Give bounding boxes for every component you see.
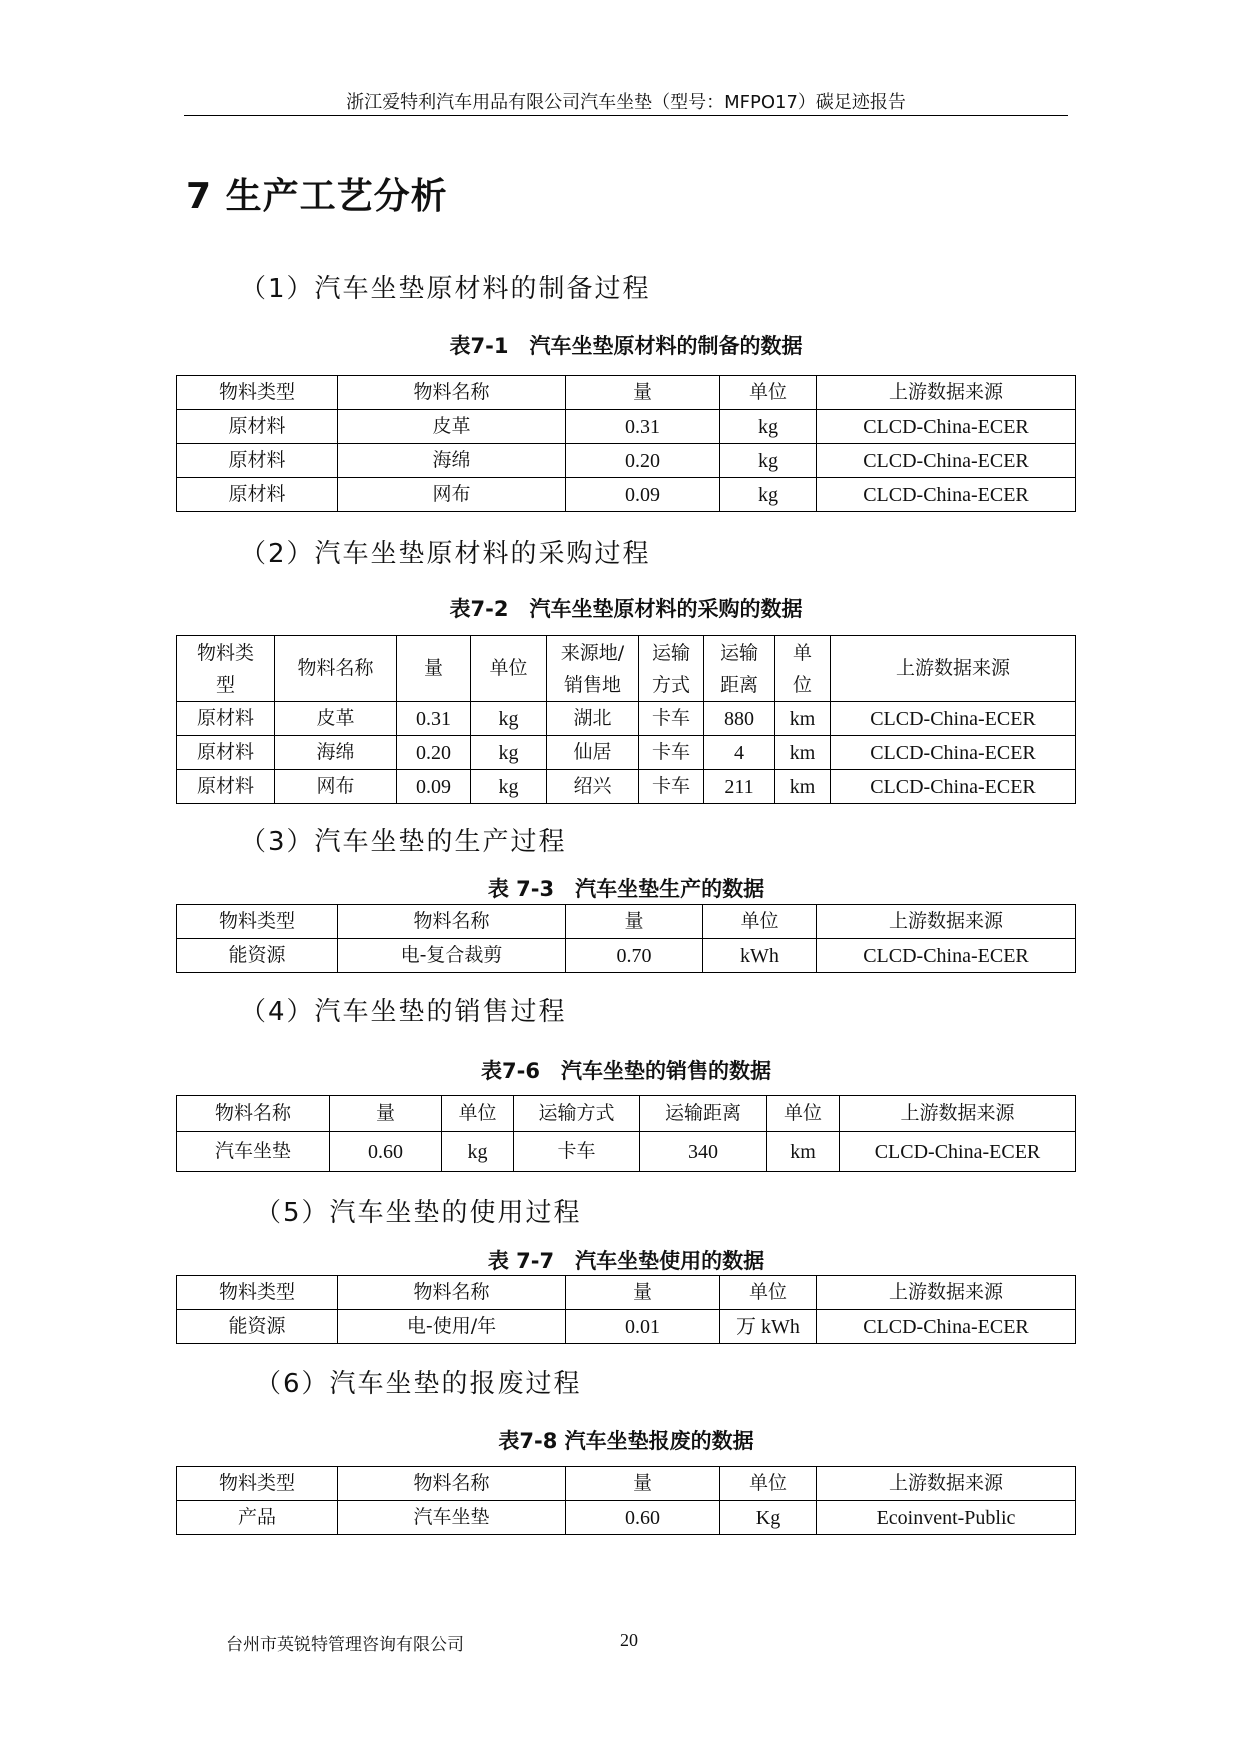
column-header: 单位	[471, 636, 547, 702]
table-cell: km	[775, 770, 831, 804]
table-cell: CLCD-China-ECER	[831, 770, 1076, 804]
column-header: 物料名称	[338, 905, 566, 939]
table-cell: 0.20	[566, 444, 720, 478]
table-caption-7-6: 表7-6 汽车坐垫的销售的数据	[481, 1059, 771, 1083]
column-header: 量	[566, 376, 720, 410]
table-cell: CLCD-China-ECER	[831, 702, 1076, 736]
column-header: 运输 方式	[639, 636, 704, 702]
column-header: 量	[397, 636, 471, 702]
table-7-3	[176, 904, 1076, 973]
table-cell: CLCD-China-ECER	[831, 736, 1076, 770]
table-cell: 0.01	[566, 1310, 720, 1344]
table-cell: 880	[704, 702, 775, 736]
column-header: 运输方式	[514, 1096, 640, 1132]
table-cell: 0.70	[566, 939, 703, 973]
column-header: 量	[566, 1467, 720, 1501]
column-header: 物料名称	[338, 1276, 566, 1310]
table-cell: kg	[720, 410, 817, 444]
section-heading-1: （1）汽车坐垫原材料的制备过程	[240, 274, 651, 304]
table-caption-7-2: 表7-2 汽车坐垫原材料的采购的数据	[449, 597, 803, 621]
table-cell: 汽车坐垫	[177, 1132, 330, 1172]
table-cell: kg	[471, 702, 547, 736]
table-cell: Ecoinvent-Public	[817, 1501, 1076, 1535]
table-cell: 340	[640, 1132, 767, 1172]
column-header: 单位	[703, 905, 817, 939]
table-cell: CLCD-China-ECER	[840, 1132, 1076, 1172]
table-row	[177, 478, 1076, 512]
table-cell: 0.60	[330, 1132, 442, 1172]
table-cell: kg	[471, 770, 547, 804]
table-header-row	[177, 905, 1076, 939]
table-row	[177, 410, 1076, 444]
table-cell: 卡车	[514, 1132, 640, 1172]
column-header: 上游数据来源	[817, 376, 1076, 410]
table-row	[177, 939, 1076, 973]
table-row	[177, 444, 1076, 478]
column-header: 物料名称	[338, 376, 566, 410]
column-header: 物料类型	[177, 905, 338, 939]
section-heading-5: （5）汽车坐垫的使用过程	[255, 1198, 582, 1228]
table-cell: CLCD-China-ECER	[817, 478, 1076, 512]
section-heading-4: （4）汽车坐垫的销售过程	[240, 997, 567, 1027]
column-header: 单位	[767, 1096, 840, 1132]
table-cell: kg	[442, 1132, 514, 1172]
table-cell: 海绵	[275, 736, 397, 770]
table-caption-7-7: 表 7-7 汽车坐垫使用的数据	[487, 1249, 765, 1273]
table-header-row	[177, 376, 1076, 410]
table-cell: 能资源	[177, 939, 338, 973]
table-cell: 网布	[275, 770, 397, 804]
column-header: 单 位	[775, 636, 831, 702]
table-cell: 原材料	[177, 444, 338, 478]
table-row	[177, 770, 1076, 804]
column-header: 上游数据来源	[831, 636, 1076, 702]
table-cell: 卡车	[639, 736, 704, 770]
table-cell: kg	[471, 736, 547, 770]
table-caption-7-8: 表7-8 汽车坐垫报废的数据	[498, 1429, 754, 1453]
header-rule	[184, 115, 1068, 116]
table-cell: 4	[704, 736, 775, 770]
column-header: 量	[330, 1096, 442, 1132]
footer-company: 台州市英锐特管理咨询有限公司	[226, 1635, 464, 1655]
table-cell: 海绵	[338, 444, 566, 478]
column-header: 上游数据来源	[817, 1276, 1076, 1310]
table-row	[177, 702, 1076, 736]
running-header: 浙江爱特利汽车用品有限公司汽车坐垫（型号：MFPO17）碳足迹报告	[346, 92, 906, 113]
section-heading-6: （6）汽车坐垫的报废过程	[255, 1369, 582, 1399]
table-cell: CLCD-China-ECER	[817, 444, 1076, 478]
table-cell: km	[775, 736, 831, 770]
table-cell: 绍兴	[547, 770, 639, 804]
table-cell: 0.60	[566, 1501, 720, 1535]
table-cell: 卡车	[639, 770, 704, 804]
table-row	[177, 736, 1076, 770]
column-header: 上游数据来源	[817, 905, 1076, 939]
section-heading-3: （3）汽车坐垫的生产过程	[240, 827, 567, 857]
column-header: 物料名称	[338, 1467, 566, 1501]
column-header: 量	[566, 905, 703, 939]
table-7-2	[176, 635, 1076, 804]
table-row	[177, 1501, 1076, 1535]
table-caption-7-1: 表7-1 汽车坐垫原材料的制备的数据	[449, 334, 803, 358]
table-row	[177, 1310, 1076, 1344]
column-header: 物料类 型	[177, 636, 275, 702]
table-cell: CLCD-China-ECER	[817, 1310, 1076, 1344]
table-cell: 电-复合裁剪	[338, 939, 566, 973]
table-cell: 网布	[338, 478, 566, 512]
column-header: 上游数据来源	[840, 1096, 1076, 1132]
column-header: 物料类型	[177, 376, 338, 410]
table-cell: 原材料	[177, 702, 275, 736]
table-cell: 0.31	[397, 702, 471, 736]
column-header: 来源地/ 销售地	[547, 636, 639, 702]
column-header: 物料名称	[177, 1096, 330, 1132]
table-cell: 原材料	[177, 770, 275, 804]
column-header: 单位	[720, 376, 817, 410]
table-cell: 汽车坐垫	[338, 1501, 566, 1535]
column-header: 上游数据来源	[817, 1467, 1076, 1501]
table-caption-7-3: 表 7-3 汽车坐垫生产的数据	[487, 877, 765, 901]
table-cell: km	[775, 702, 831, 736]
table-7-1	[176, 375, 1076, 512]
table-cell: 原材料	[177, 478, 338, 512]
table-header-row	[177, 1467, 1076, 1501]
table-7-8	[176, 1466, 1076, 1535]
table-cell: Kg	[720, 1501, 817, 1535]
table-cell: 万 kWh	[720, 1310, 817, 1344]
table-cell: 0.09	[566, 478, 720, 512]
table-7-6	[176, 1095, 1076, 1172]
table-cell: CLCD-China-ECER	[817, 939, 1076, 973]
table-header-row	[177, 1276, 1076, 1310]
table-cell: 原材料	[177, 410, 338, 444]
table-cell: 能资源	[177, 1310, 338, 1344]
column-header: 物料类型	[177, 1467, 338, 1501]
table-cell: 0.20	[397, 736, 471, 770]
column-header: 运输 距离	[704, 636, 775, 702]
table-cell: 0.31	[566, 410, 720, 444]
table-7-7	[176, 1275, 1076, 1344]
table-cell: 电-使用/年	[338, 1310, 566, 1344]
column-header: 运输距离	[640, 1096, 767, 1132]
table-cell: 卡车	[639, 702, 704, 736]
table-row	[177, 1132, 1076, 1172]
chapter-title: 7 生产工艺分析	[186, 176, 448, 217]
table-cell: 皮革	[275, 702, 397, 736]
page-number: 20	[620, 1630, 638, 1650]
table-cell: 原材料	[177, 736, 275, 770]
column-header: 物料类型	[177, 1276, 338, 1310]
column-header: 量	[566, 1276, 720, 1310]
table-cell: 0.09	[397, 770, 471, 804]
table-cell: kg	[720, 478, 817, 512]
table-cell: 产品	[177, 1501, 338, 1535]
column-header: 物料名称	[275, 636, 397, 702]
column-header: 单位	[720, 1276, 817, 1310]
table-cell: CLCD-China-ECER	[817, 410, 1076, 444]
table-header-row	[177, 1096, 1076, 1132]
column-header: 单位	[720, 1467, 817, 1501]
table-cell: kWh	[703, 939, 817, 973]
table-cell: km	[767, 1132, 840, 1172]
table-cell: 皮革	[338, 410, 566, 444]
column-header: 单位	[442, 1096, 514, 1132]
section-heading-2: （2）汽车坐垫原材料的采购过程	[240, 539, 651, 569]
table-cell: kg	[720, 444, 817, 478]
table-cell: 仙居	[547, 736, 639, 770]
table-cell: 211	[704, 770, 775, 804]
table-cell: 湖北	[547, 702, 639, 736]
table-header-row	[177, 636, 1076, 702]
